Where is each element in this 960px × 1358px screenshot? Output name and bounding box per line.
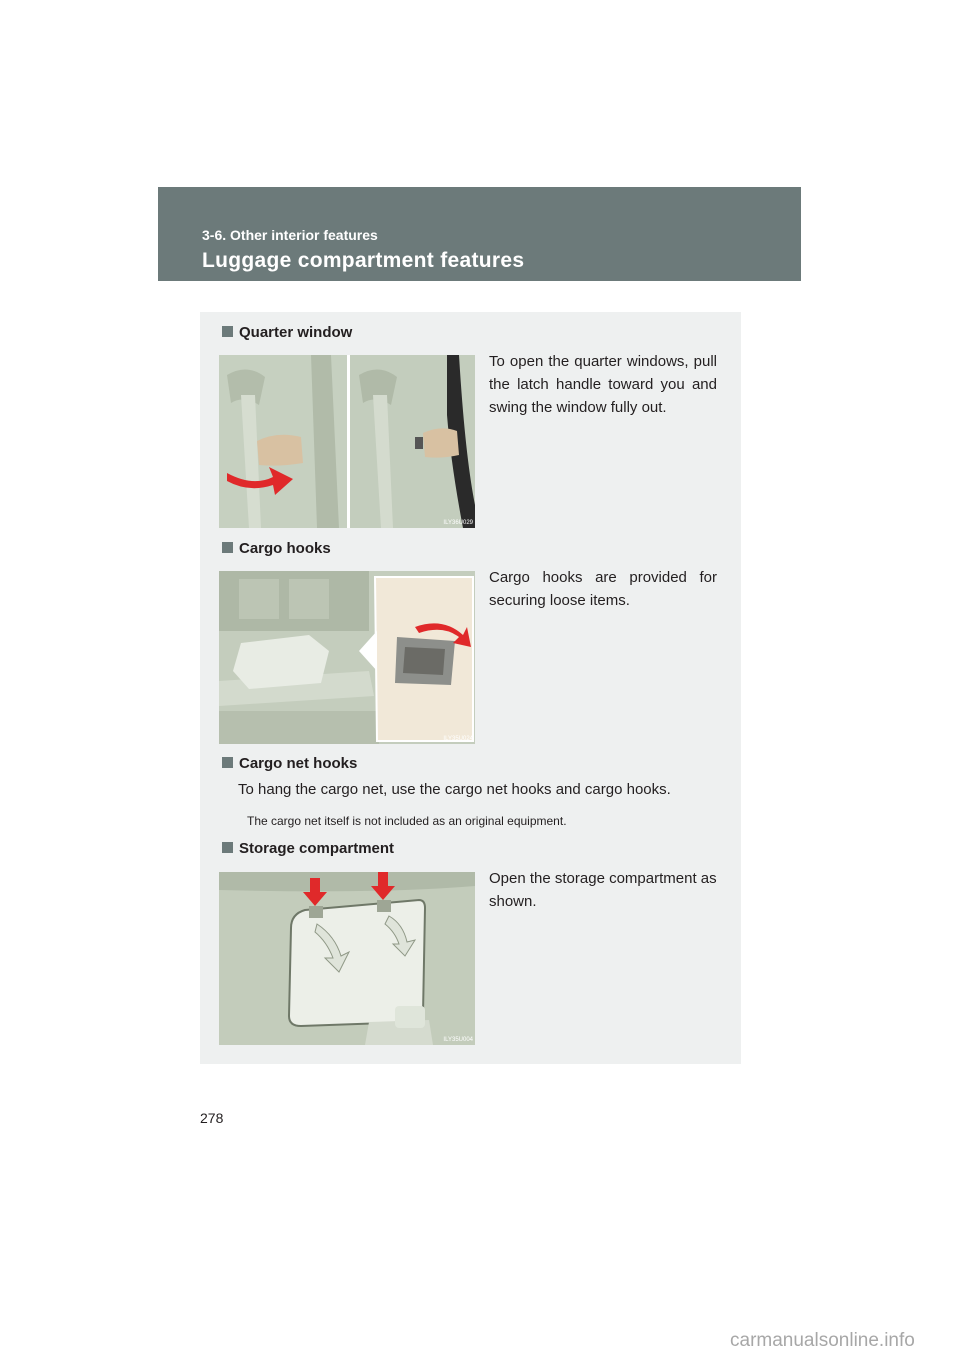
content-panel (200, 312, 741, 1064)
quarter-window-text: To open the quarter windows, pull the latch handle toward you and swing the window fully out. (489, 353, 717, 416)
storage-compartment-illustration (219, 872, 475, 1045)
page-title: Luggage compartment features (202, 249, 525, 272)
section-header (158, 187, 801, 281)
square-bullet-icon (222, 757, 233, 768)
section-label: 3-6. Other interior features (202, 227, 378, 243)
square-bullet-icon (222, 842, 233, 853)
figure-code: ILY36U029 (443, 520, 473, 526)
square-bullet-icon (222, 542, 233, 553)
figure-code: ILY35U004 (443, 1037, 473, 1043)
storage-compartment-text: Open the storage compartment as shown. (489, 870, 717, 910)
subheading-storage-compartment: Storage compartment (222, 840, 394, 857)
cargo-hooks-illustration (219, 571, 475, 744)
cargo-net-note: The cargo net itself is not included as an original equipment. (247, 814, 567, 828)
page-number: 278 (200, 1110, 224, 1126)
subheading-cargo-net-hooks: Cargo net hooks (222, 755, 357, 772)
subheading-cargo-hooks: Cargo hooks (222, 540, 331, 557)
figure-code: ILY35U024 (443, 736, 473, 742)
square-bullet-icon (222, 326, 233, 337)
cargo-net-hooks-text: To hang the cargo net, use the cargo net hooks and cargo hooks. (238, 781, 671, 798)
cargo-hooks-text: Cargo hooks are provided for securing loose items. (489, 569, 717, 609)
quarter-window-illustration (219, 355, 475, 528)
watermark: carmanualsonline.info (730, 1330, 915, 1351)
subheading-quarter-window: Quarter window (222, 324, 352, 341)
